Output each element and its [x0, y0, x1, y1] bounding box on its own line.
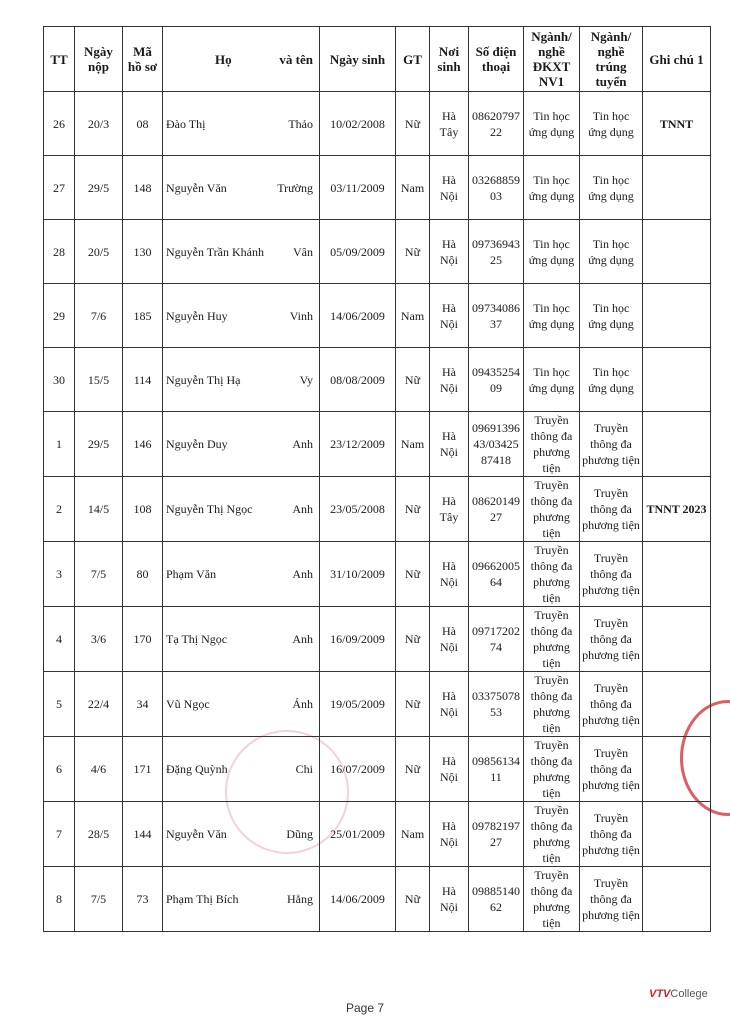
cell-ghi-chu: [643, 284, 711, 348]
cell-so-dien-thoai: 0326885903: [469, 156, 524, 220]
surname: Nguyễn Văn: [166, 827, 227, 841]
cell-gt: Nữ: [396, 477, 430, 542]
header-ho: Họ: [215, 51, 232, 67]
cell-noi-sinh: Hà Nội: [430, 737, 469, 802]
header-nganh-dkxt: Ngành/ nghề ĐKXT NV1: [524, 27, 580, 92]
cell-ngay-sinh: 16/07/2009: [320, 737, 396, 802]
header-ma-ho-so: Mã hồ sơ: [123, 27, 163, 92]
header-row: [44, 27, 711, 92]
cell-ma-ho-so: 114: [123, 348, 163, 412]
given-name: Anh: [292, 502, 313, 516]
cell-ma-ho-so: 144: [123, 802, 163, 867]
cell-nganh-dkxt: Tin học ứng dụng: [524, 284, 580, 348]
header-ho-va-ten: [163, 27, 320, 92]
cell-nganh-dkxt: Tin học ứng dụng: [524, 92, 580, 156]
cell-ho-va-ten: [163, 284, 320, 348]
surname: Đặng Quỳnh: [166, 762, 228, 776]
cell-tt: 8: [44, 867, 75, 932]
surname: Nguyễn Duy: [166, 437, 228, 451]
table-row: [44, 284, 711, 348]
cell-tt: 3: [44, 542, 75, 607]
cell-ho-va-ten: [163, 607, 320, 672]
cell-noi-sinh: Hà Nội: [430, 412, 469, 477]
cell-nganh-trung-tuyen: Truyền thông đa phương tiện: [580, 867, 643, 932]
table-row: [44, 607, 711, 672]
table-row: [44, 412, 711, 477]
surname: Nguyễn Thị Ngọc: [166, 502, 253, 516]
cell-ma-ho-so: 34: [123, 672, 163, 737]
cell-ngay-nop: 7/6: [75, 284, 123, 348]
given-name: Trường: [277, 180, 313, 195]
cell-ho-va-ten: [163, 477, 320, 542]
cell-so-dien-thoai: 0862079722: [469, 92, 524, 156]
cell-nganh-trung-tuyen: Truyền thông đa phương tiện: [580, 477, 643, 542]
cell-ghi-chu: TNNT: [643, 92, 711, 156]
surname: Nguyễn Huy: [166, 308, 228, 323]
header-ngay-nop: Ngày nộp: [75, 27, 123, 92]
cell-ghi-chu: [643, 672, 711, 737]
table-row: [44, 867, 711, 932]
cell-ma-ho-so: 108: [123, 477, 163, 542]
header-gt: GT: [396, 27, 430, 92]
cell-gt: Nam: [396, 284, 430, 348]
surname: Tạ Thị Ngọc: [166, 632, 228, 646]
vtv-college-logo: VTVCollege: [649, 988, 708, 1000]
cell-gt: Nữ: [396, 607, 430, 672]
cell-tt: 26: [44, 92, 75, 156]
cell-ngay-sinh: 31/10/2009: [320, 542, 396, 607]
cell-noi-sinh: Hà Tây: [430, 92, 469, 156]
cell-ghi-chu: TNNT 2023: [643, 477, 711, 542]
cell-gt: Nữ: [396, 220, 430, 284]
cell-so-dien-thoai: 0943525409: [469, 348, 524, 412]
cell-nganh-trung-tuyen: Tin học ứng dụng: [580, 284, 643, 348]
cell-ma-ho-so: 80: [123, 542, 163, 607]
cell-so-dien-thoai: 0971720274: [469, 607, 524, 672]
header-so-dien-thoai: Số điện thoại: [469, 27, 524, 92]
cell-so-dien-thoai: 0985613411: [469, 737, 524, 802]
cell-ma-ho-so: 73: [123, 867, 163, 932]
cell-nganh-dkxt: Truyền thông đa phương tiện: [524, 542, 580, 607]
surname: Phạm Văn: [166, 567, 217, 581]
cell-so-dien-thoai: 0966200564: [469, 542, 524, 607]
cell-ngay-nop: 20/3: [75, 92, 123, 156]
page-number: Page 7: [345, 1001, 385, 1015]
cell-ma-ho-so: 146: [123, 412, 163, 477]
cell-tt: 6: [44, 737, 75, 802]
cell-noi-sinh: Hà Nội: [430, 220, 469, 284]
cell-so-dien-thoai: 0969139643/0342587418: [469, 412, 524, 477]
cell-ho-va-ten: [163, 92, 320, 156]
cell-noi-sinh: Hà Nội: [430, 867, 469, 932]
cell-so-dien-thoai: 0337507853: [469, 672, 524, 737]
cell-ho-va-ten: [163, 220, 320, 284]
surname: Phạm Thị Bích: [166, 892, 239, 906]
cell-gt: Nam: [396, 412, 430, 477]
cell-ngay-sinh: 23/05/2008: [320, 477, 396, 542]
cell-so-dien-thoai: 0978219727: [469, 802, 524, 867]
cell-ngay-sinh: 14/06/2009: [320, 867, 396, 932]
cell-nganh-trung-tuyen: Truyền thông đa phương tiện: [580, 672, 643, 737]
cell-nganh-trung-tuyen: Truyền thông đa phương tiện: [580, 542, 643, 607]
table-row: [44, 542, 711, 607]
cell-ngay-sinh: 23/12/2009: [320, 412, 396, 477]
cell-ngay-sinh: 19/05/2009: [320, 672, 396, 737]
cell-ngay-nop: 20/5: [75, 220, 123, 284]
given-name: Thảo: [288, 116, 313, 131]
cell-nganh-dkxt: Tin học ứng dụng: [524, 348, 580, 412]
cell-ho-va-ten: [163, 672, 320, 737]
cell-so-dien-thoai: 0973694325: [469, 220, 524, 284]
cell-nganh-trung-tuyen: Tin học ứng dụng: [580, 156, 643, 220]
cell-ghi-chu: [643, 607, 711, 672]
cell-ngay-nop: 29/5: [75, 412, 123, 477]
given-name: Chi: [295, 762, 313, 776]
cell-ngay-nop: 22/4: [75, 672, 123, 737]
cell-ngay-nop: 15/5: [75, 348, 123, 412]
table-row: [44, 477, 711, 542]
cell-gt: Nam: [396, 156, 430, 220]
cell-ghi-chu: [643, 412, 711, 477]
cell-nganh-dkxt: Tin học ứng dụng: [524, 156, 580, 220]
table-row: [44, 156, 711, 220]
cell-tt: 7: [44, 802, 75, 867]
cell-ghi-chu: [643, 867, 711, 932]
table-row: [44, 92, 711, 156]
cell-gt: Nữ: [396, 737, 430, 802]
cell-ma-ho-so: 148: [123, 156, 163, 220]
given-name: Vân: [293, 244, 313, 259]
table-row: [44, 220, 711, 284]
cell-so-dien-thoai: 0973408637: [469, 284, 524, 348]
cell-ngay-nop: 28/5: [75, 802, 123, 867]
cell-noi-sinh: Hà Tây: [430, 477, 469, 542]
cell-gt: Nữ: [396, 672, 430, 737]
cell-nganh-trung-tuyen: Truyền thông đa phương tiện: [580, 802, 643, 867]
cell-so-dien-thoai: 0862014927: [469, 477, 524, 542]
cell-ma-ho-so: 130: [123, 220, 163, 284]
cell-nganh-dkxt: Truyền thông đa phương tiện: [524, 477, 580, 542]
table-row: [44, 802, 711, 867]
given-name: Hằng: [287, 892, 313, 906]
given-name: Anh: [292, 437, 313, 451]
cell-ma-ho-so: 185: [123, 284, 163, 348]
cell-ho-va-ten: [163, 156, 320, 220]
cell-tt: 4: [44, 607, 75, 672]
cell-nganh-trung-tuyen: Tin học ứng dụng: [580, 348, 643, 412]
cell-ngay-sinh: 05/09/2009: [320, 220, 396, 284]
cell-nganh-dkxt: Truyền thông đa phương tiện: [524, 737, 580, 802]
cell-ngay-sinh: 08/08/2009: [320, 348, 396, 412]
header-ngay-sinh: Ngày sinh: [320, 27, 396, 92]
given-name: Vy: [299, 372, 313, 387]
cell-gt: Nữ: [396, 92, 430, 156]
cell-nganh-trung-tuyen: Tin học ứng dụng: [580, 220, 643, 284]
cell-ngay-sinh: 03/11/2009: [320, 156, 396, 220]
cell-noi-sinh: Hà Nội: [430, 607, 469, 672]
cell-noi-sinh: Hà Nội: [430, 542, 469, 607]
cell-nganh-dkxt: Truyền thông đa phương tiện: [524, 672, 580, 737]
cell-ghi-chu: [643, 220, 711, 284]
surname: Vũ Ngọc: [166, 697, 210, 711]
cell-ngay-sinh: 25/01/2009: [320, 802, 396, 867]
cell-ho-va-ten: [163, 867, 320, 932]
header-nganh-trung-tuyen: Ngành/ nghề trúng tuyển: [580, 27, 643, 92]
cell-ngay-nop: 7/5: [75, 542, 123, 607]
given-name: Dũng: [286, 827, 313, 841]
cell-so-dien-thoai: 0988514062: [469, 867, 524, 932]
cell-ma-ho-so: 171: [123, 737, 163, 802]
cell-tt: 28: [44, 220, 75, 284]
cell-ma-ho-so: 08: [123, 92, 163, 156]
cell-gt: Nữ: [396, 348, 430, 412]
cell-nganh-dkxt: Truyền thông đa phương tiện: [524, 607, 580, 672]
cell-ngay-nop: 14/5: [75, 477, 123, 542]
header-noi-sinh: Nơi sinh: [430, 27, 469, 92]
cell-noi-sinh: Hà Nội: [430, 348, 469, 412]
cell-tt: 1: [44, 412, 75, 477]
given-name: Ánh: [292, 697, 313, 711]
table-row: [44, 348, 711, 412]
cell-nganh-dkxt: Truyền thông đa phương tiện: [524, 412, 580, 477]
given-name: Anh: [292, 567, 313, 581]
surname: Nguyễn Thị Hạ: [166, 372, 241, 387]
cell-ngay-nop: 3/6: [75, 607, 123, 672]
cell-gt: Nam: [396, 802, 430, 867]
cell-nganh-dkxt: Tin học ứng dụng: [524, 220, 580, 284]
cell-nganh-dkxt: Truyền thông đa phương tiện: [524, 867, 580, 932]
cell-ngay-sinh: 10/02/2008: [320, 92, 396, 156]
cell-ho-va-ten: [163, 737, 320, 802]
cell-ho-va-ten: [163, 542, 320, 607]
header-tt: TT: [44, 27, 75, 92]
surname: Nguyễn Văn: [166, 180, 227, 195]
cell-nganh-trung-tuyen: Truyền thông đa phương tiện: [580, 607, 643, 672]
cell-nganh-trung-tuyen: Tin học ứng dụng: [580, 92, 643, 156]
cell-ghi-chu: [643, 802, 711, 867]
cell-ghi-chu: [643, 542, 711, 607]
cell-gt: Nữ: [396, 867, 430, 932]
cell-gt: Nữ: [396, 542, 430, 607]
given-name: Vinh: [289, 308, 313, 323]
table-row: [44, 672, 711, 737]
cell-ghi-chu: [643, 156, 711, 220]
cell-tt: 30: [44, 348, 75, 412]
admission-table: [43, 26, 711, 932]
table-row: [44, 737, 711, 802]
cell-nganh-trung-tuyen: Truyền thông đa phương tiện: [580, 412, 643, 477]
given-name: Anh: [292, 632, 313, 646]
cell-ho-va-ten: [163, 348, 320, 412]
cell-ngay-sinh: 16/09/2009: [320, 607, 396, 672]
cell-tt: 5: [44, 672, 75, 737]
surname: Đào Thị: [166, 116, 206, 131]
cell-nganh-dkxt: Truyền thông đa phương tiện: [524, 802, 580, 867]
cell-ho-va-ten: [163, 802, 320, 867]
cell-ghi-chu: [643, 737, 711, 802]
cell-ngay-nop: 29/5: [75, 156, 123, 220]
cell-noi-sinh: Hà Nội: [430, 802, 469, 867]
cell-nganh-trung-tuyen: Truyền thông đa phương tiện: [580, 737, 643, 802]
cell-tt: 29: [44, 284, 75, 348]
cell-ghi-chu: [643, 348, 711, 412]
cell-tt: 27: [44, 156, 75, 220]
cell-noi-sinh: Hà Nội: [430, 284, 469, 348]
cell-ngay-nop: 4/6: [75, 737, 123, 802]
cell-noi-sinh: Hà Nội: [430, 672, 469, 737]
cell-noi-sinh: Hà Nội: [430, 156, 469, 220]
header-ghi-chu: Ghi chú 1: [643, 27, 711, 92]
cell-ho-va-ten: [163, 412, 320, 477]
header-va-ten: và tên: [279, 51, 313, 67]
cell-ngay-nop: 7/5: [75, 867, 123, 932]
cell-ngay-sinh: 14/06/2009: [320, 284, 396, 348]
cell-ma-ho-so: 170: [123, 607, 163, 672]
surname: Nguyễn Trần Khánh: [166, 244, 264, 259]
cell-tt: 2: [44, 477, 75, 542]
